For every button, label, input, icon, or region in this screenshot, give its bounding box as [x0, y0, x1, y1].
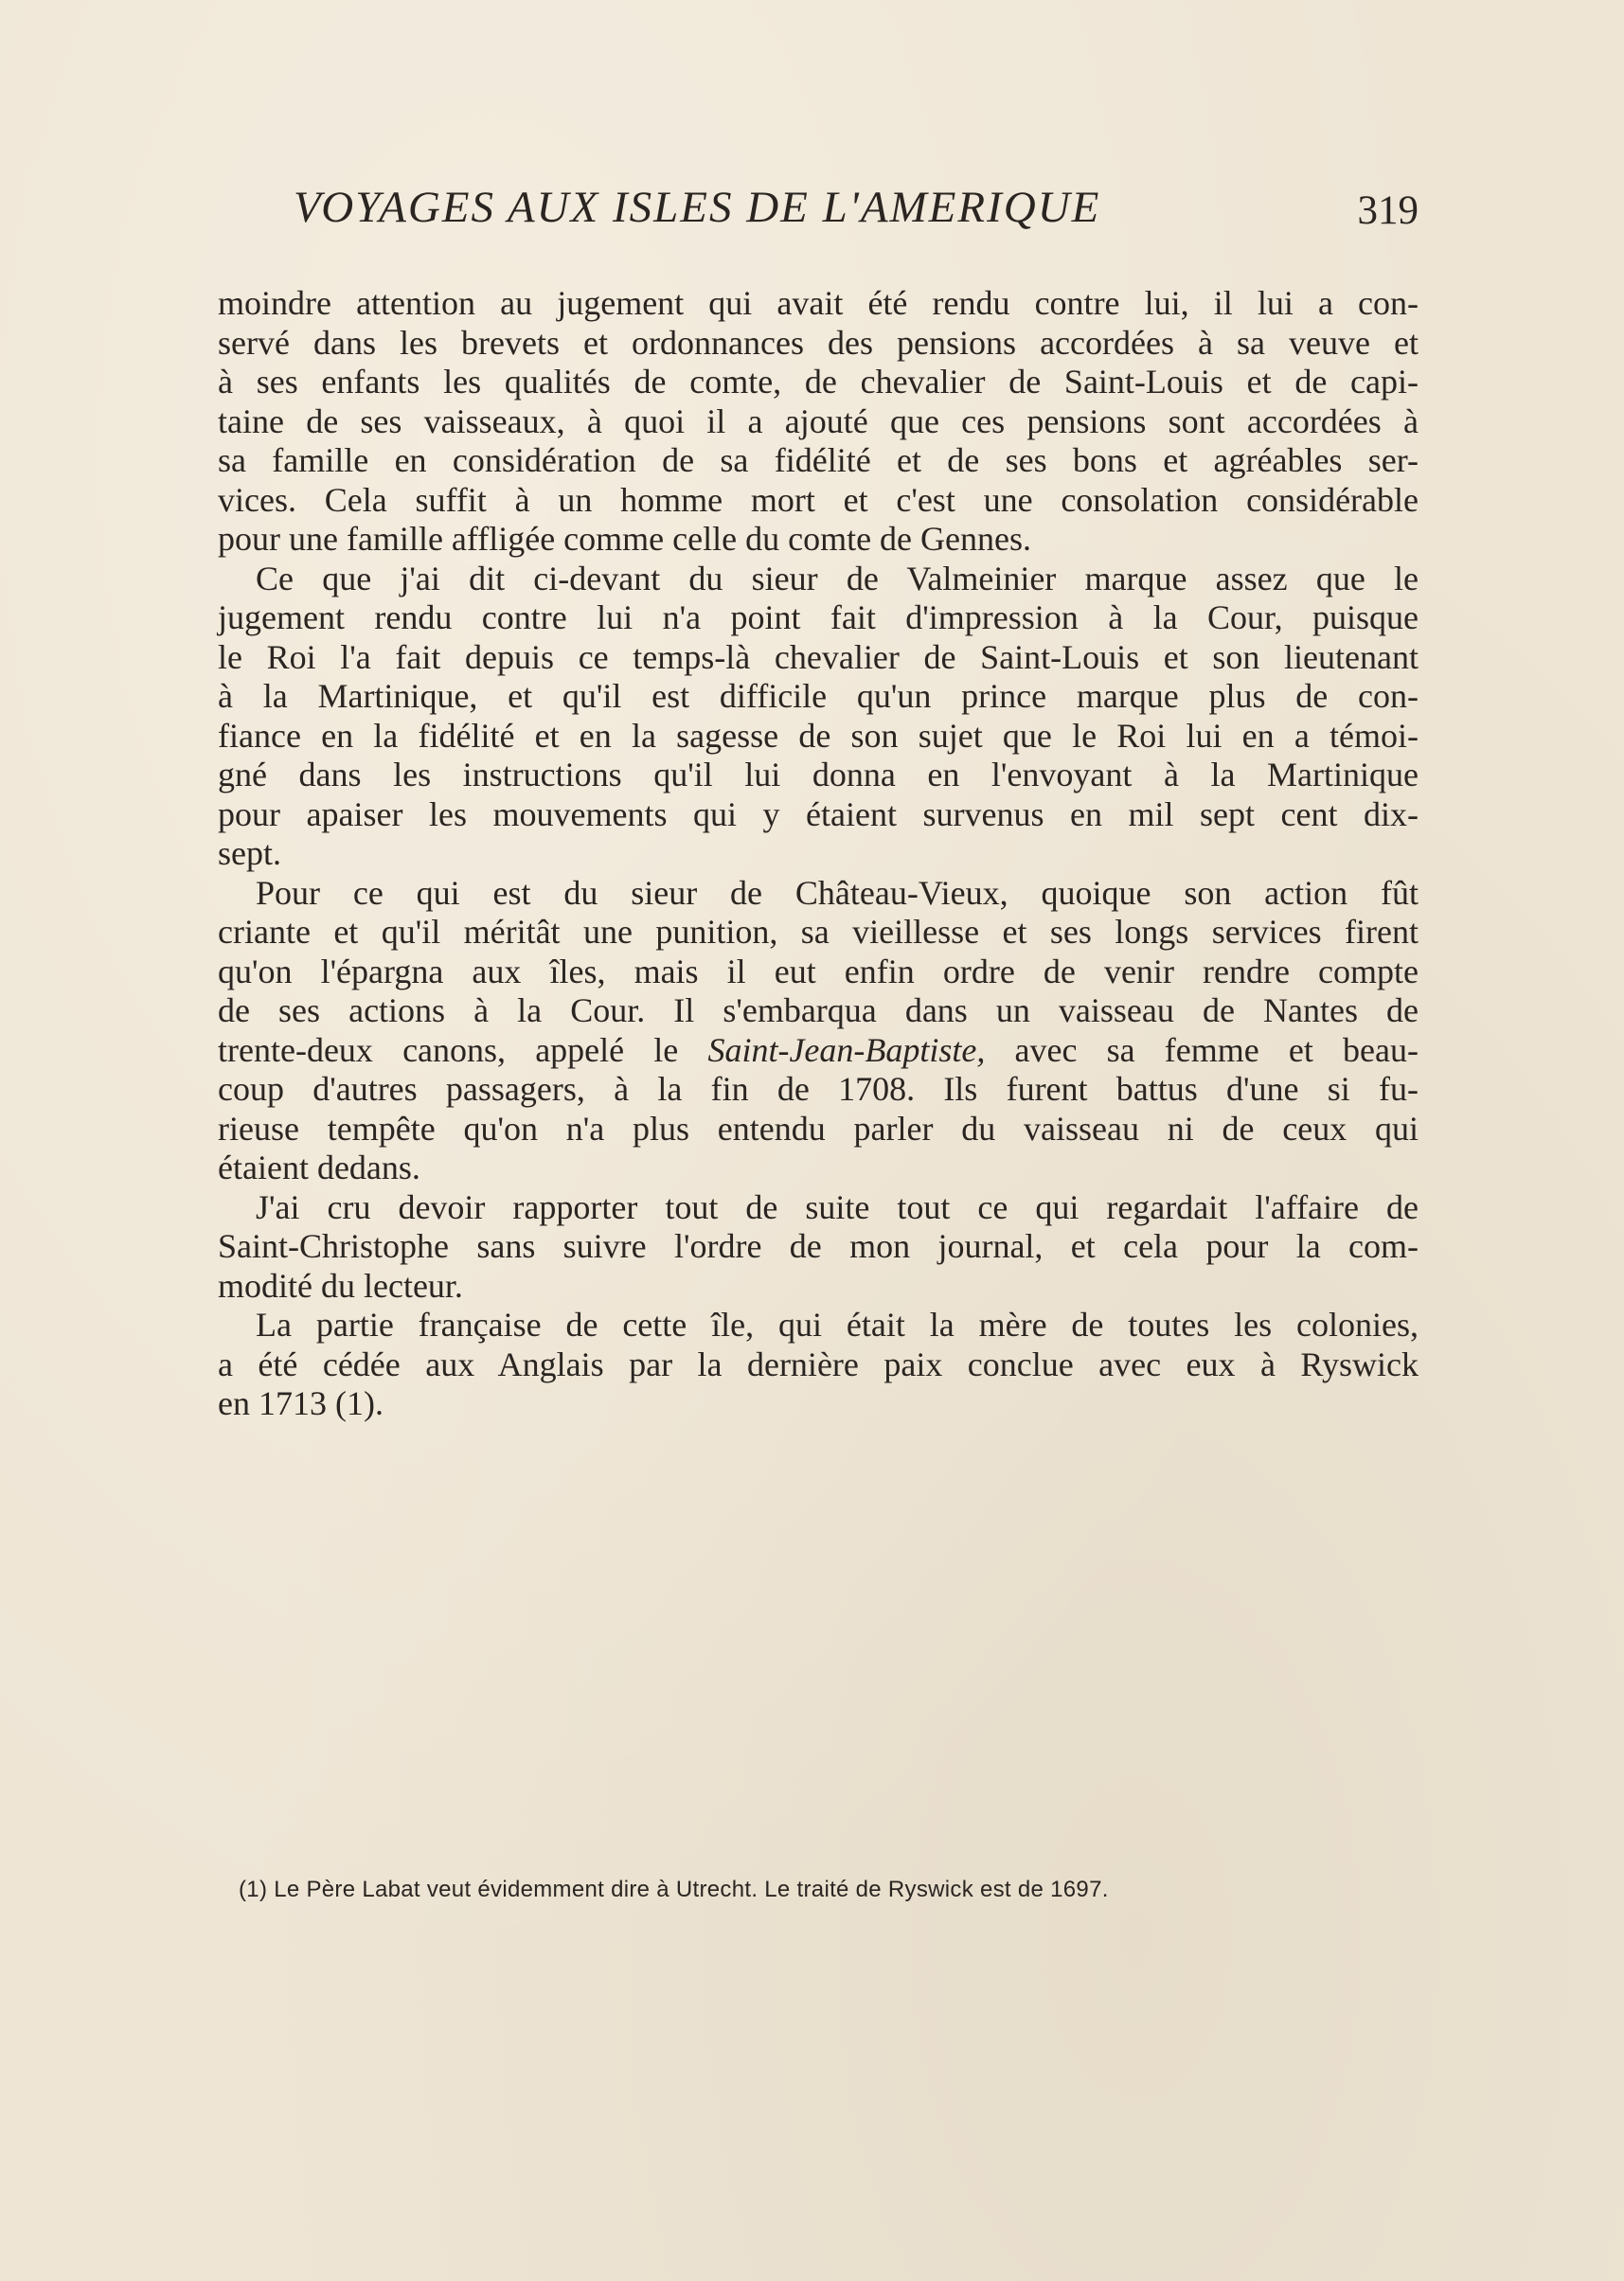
text-line: en 1713 (1).	[218, 1384, 384, 1422]
paragraph-3	[218, 874, 1419, 1188]
text-line: sa famille en considération de sa fidélité et de ses bons et agréables ser-	[218, 441, 1419, 479]
text-line: Pour ce qui est du sieur de Château-Vieux, quoique son action fût	[256, 873, 1419, 912]
running-head	[218, 182, 1419, 248]
text-line: criante et qu'il méritât une punition, sa vieillesse et ses longs services firent	[218, 913, 1419, 951]
page-number: 319	[1357, 188, 1419, 233]
text-line: pour apaiser les mouvements qui y étaient survenus en mil sept cent dix-	[218, 794, 1419, 833]
text-line: coup d'autres passagers, à la fin de 1708. Ils furent battus d'une si fu-	[218, 1070, 1419, 1108]
text-line: de ses actions à la Cour. Il s'embarqua dans un vaisseau de Nantes de	[218, 991, 1419, 1029]
paragraph-5	[218, 1306, 1419, 1424]
text-fragment: trente-deux canons, appelé le	[218, 1030, 708, 1069]
text-line: jugement rendu contre lui n'a point fait d'impression à la Cour, puisque	[218, 598, 1419, 636]
text-line: J'ai cru devoir rapporter tout de suite tout ce qui regardait l'affaire de	[256, 1187, 1419, 1226]
text-line: Ce que j'ai dit ci-devant du sieur de Valmeinier marque assez que le	[256, 559, 1419, 597]
footnote: (1) Le Père Labat veut évidemment dire à Utrecht. Le traité de Ryswick est de 1697.	[239, 1877, 1109, 1902]
text-line: La partie française de cette île, qui était la mère de toutes les colonies,	[256, 1306, 1419, 1344]
text-line: à la Martinique, et qu'il est difficile qu'un prince marque plus de con-	[218, 677, 1419, 715]
text-line: a été cédée aux Anglais par la dernière paix conclue avec eux à Ryswick	[218, 1345, 1419, 1383]
text-line: moindre attention au jugement qui avait été rendu contre lui, il lui a con-	[218, 284, 1419, 322]
text-line: qu'on l'épargna aux îles, mais il eut enfin ordre de venir rendre compte	[218, 952, 1419, 990]
text-line: Saint-Christophe sans suivre l'ordre de mon journal, et cela pour la com-	[218, 1227, 1419, 1265]
text-fragment: avec sa femme et beau-	[985, 1030, 1419, 1069]
text-line-with-ship-name	[218, 1031, 1419, 1071]
text-line: modité du lecteur.	[218, 1266, 463, 1305]
body-text	[218, 284, 1419, 1424]
text-line: pour une famille affligée comme celle du comte de Gennes.	[218, 520, 1031, 558]
text-line: servé dans les brevets et ordonnances des pensions accordées à sa veuve et	[218, 323, 1419, 362]
paragraph-4	[218, 1188, 1419, 1307]
paragraph-1	[218, 284, 1419, 560]
running-title: VOYAGES AUX ISLES DE L'AMERIQUE	[294, 183, 1101, 232]
paragraph-2	[218, 560, 1419, 874]
text-line: taine de ses vaisseaux, à quoi il a ajouté que ces pensions sont accordées à	[218, 401, 1419, 440]
text-line: à ses enfants les qualités de comte, de chevalier de Saint-Louis et de capi-	[218, 363, 1419, 401]
text-line: vices. Cela suffit à un homme mort et c'est une consolation considérable	[218, 480, 1419, 519]
ship-name: Saint-Jean-Baptiste,	[707, 1030, 986, 1069]
text-line: gné dans les instructions qu'il lui donna en l'envoyant à la Martinique	[218, 756, 1419, 793]
text-line: fiance en la fidélité et en la sagesse de son sujet que le Roi lui en a témoi-	[218, 716, 1419, 755]
text-line: étaient dedans.	[218, 1149, 420, 1186]
text-line: rieuse tempête qu'on n'a plus entendu parler du vaisseau ni de ceux qui	[218, 1109, 1419, 1148]
text-line: sept.	[218, 834, 281, 872]
text-line: le Roi l'a fait depuis ce temps-là chevalier de Saint-Louis et son lieutenant	[218, 637, 1419, 676]
